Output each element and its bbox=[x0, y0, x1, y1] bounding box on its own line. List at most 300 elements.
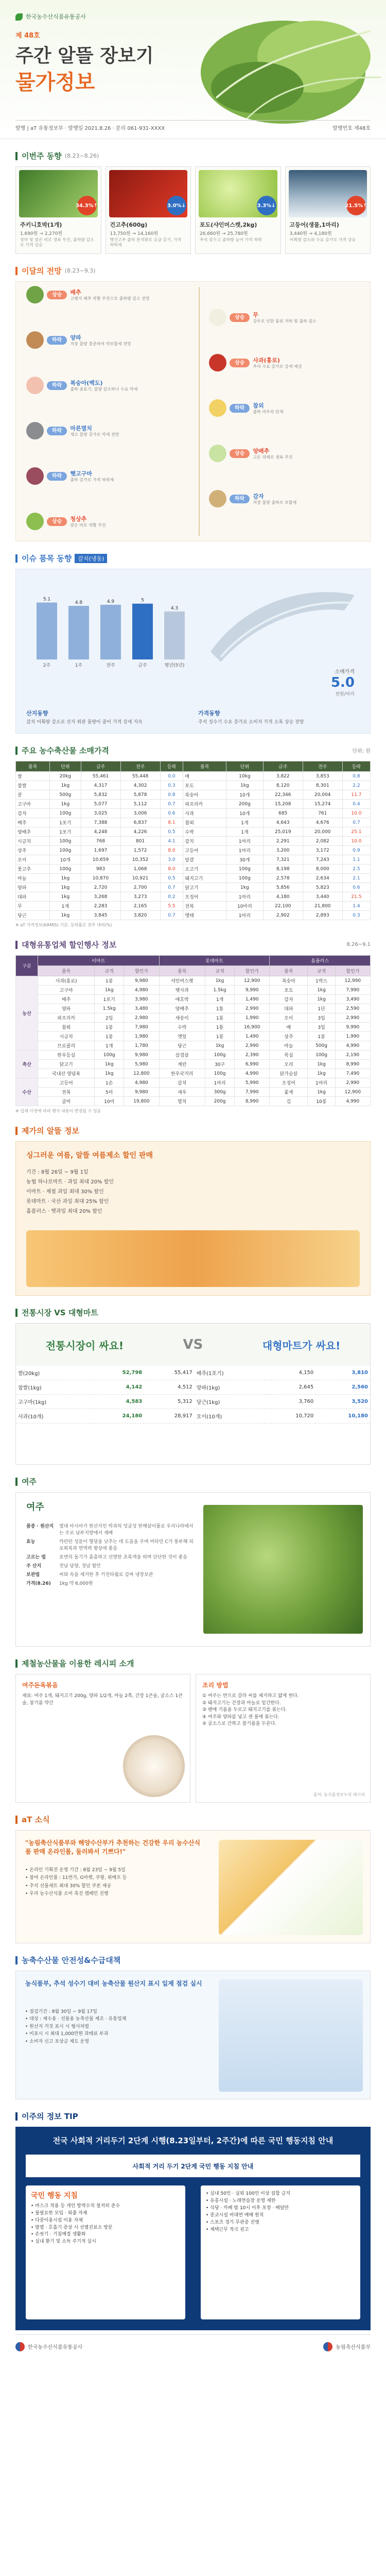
issue-bar bbox=[164, 612, 185, 659]
table-cell: 1kg bbox=[205, 1041, 234, 1050]
table-row bbox=[16, 855, 371, 865]
hero-vegetable-image bbox=[165, 0, 386, 137]
table-cell: 1kg bbox=[308, 1060, 335, 1069]
table-cell: 4,142 bbox=[90, 1380, 145, 1395]
column-header: 규격 bbox=[95, 966, 124, 976]
footer-right-text: 농림축산식품부 bbox=[336, 2345, 371, 2350]
item-name: 고등어(생물,1마리) bbox=[289, 222, 339, 228]
table-cell: 깻잎 bbox=[159, 1032, 205, 1041]
table-cell: 25.1 bbox=[342, 827, 370, 837]
table-cell: 참외 bbox=[183, 818, 226, 827]
table2-title: 대형유통업체 할인행사 정보 bbox=[22, 940, 117, 950]
table-cell: 양배추 bbox=[16, 827, 50, 837]
table-cell: 20,004 bbox=[303, 790, 342, 800]
table-row bbox=[16, 1050, 371, 1060]
table-cell: 22,100 bbox=[263, 902, 303, 911]
top4-card bbox=[15, 166, 101, 254]
table-cell: 1,490 bbox=[235, 1032, 270, 1041]
item-note: 출하 증가로 가격 하락세 bbox=[70, 477, 114, 482]
table1-unit: 단위: 원 bbox=[352, 749, 371, 754]
news-heading bbox=[15, 1814, 371, 1825]
flow-heading bbox=[15, 265, 371, 276]
item-price: 13,750원 → 14,160원 bbox=[110, 231, 159, 236]
recipe-ingredients-text: 재료: 여주 1개, 돼지고기 200g, 양파 1/2개, 마늘 2쪽, 간장 1큰술, 굴소스 1큰술, 참기름 약간 bbox=[22, 1693, 183, 1706]
table-cell: 0.6 bbox=[160, 809, 183, 818]
footer-left-logo bbox=[15, 2342, 82, 2351]
vs-title: 전통시장 VS 대형마트 bbox=[22, 1308, 98, 1317]
table-cell: 25,019 bbox=[263, 827, 303, 837]
forecast-item bbox=[26, 377, 138, 394]
table-cell: 꽃게 bbox=[270, 1088, 308, 1097]
table-cell: 0.8 bbox=[342, 772, 370, 781]
seasonal-item bbox=[15, 1492, 371, 1647]
steps-title: 조리 방법 bbox=[202, 1682, 229, 1689]
table-cell: 돼지고기 bbox=[183, 874, 226, 883]
detail-value: 씨와 속을 제거한 후 키친타월로 감싸 냉장보관 bbox=[59, 1572, 153, 1578]
table-cell: 오이(10개) bbox=[195, 1409, 266, 1423]
top4-period: (8.23~8.26) bbox=[64, 152, 99, 159]
issue-item-box bbox=[15, 569, 371, 734]
table-cell: 5,878 bbox=[120, 790, 160, 800]
table-cell: 0.6 bbox=[342, 883, 370, 892]
table-cell: 1,490 bbox=[235, 995, 270, 1004]
table-cell: 1봉 bbox=[95, 1023, 124, 1032]
forecast-item bbox=[26, 286, 150, 303]
table-row bbox=[16, 1366, 370, 1380]
list-item: 기간 : 8월 26일 ~ 9월 1일 bbox=[26, 1170, 89, 1175]
table-cell: 200g bbox=[226, 800, 264, 809]
item-name: 양배추 bbox=[253, 447, 270, 454]
table-cell: 0.7 bbox=[160, 911, 183, 920]
table-cell: 10,659 bbox=[81, 855, 120, 865]
table-cell: 사과(10개) bbox=[16, 1409, 90, 1423]
table-cell: 7,990 bbox=[235, 1088, 270, 1097]
item-price: 26,660원 → 25,780원 bbox=[200, 231, 248, 236]
table-cell: 10개 bbox=[50, 855, 81, 865]
footer-left-text: 한국농수산식품유통공사 bbox=[28, 2345, 83, 2350]
table-cell: 100g bbox=[308, 1050, 335, 1060]
bar-value: 5.1 bbox=[43, 597, 51, 602]
table-row bbox=[16, 1023, 371, 1032]
table-cell: 4,980 bbox=[124, 1078, 159, 1088]
issue-number: 제 48호 bbox=[15, 32, 40, 40]
table-cell: 배 bbox=[183, 772, 226, 781]
table-cell: 배 bbox=[270, 1023, 308, 1032]
issue-notes bbox=[26, 709, 360, 726]
table-cell: 21.5 bbox=[342, 892, 370, 902]
dish-image bbox=[123, 1735, 185, 1797]
table-cell: 1개 bbox=[50, 902, 81, 911]
table-cell: 4.1 bbox=[160, 837, 183, 846]
news-title: aT 소식 bbox=[22, 1815, 50, 1824]
table-cell: 계란 bbox=[159, 1060, 205, 1069]
flow-period: (8.23~9.3) bbox=[64, 267, 96, 274]
table-cell: 1kg bbox=[50, 874, 81, 883]
recipe-title: 제철농산물을 이용한 레시피 소개 bbox=[22, 1659, 134, 1668]
table-cell: 10마리 bbox=[226, 902, 264, 911]
table-cell: 5,990 bbox=[235, 1078, 270, 1088]
inspector-illustration bbox=[219, 1979, 363, 2092]
top4-card bbox=[106, 166, 191, 254]
top4-card bbox=[285, 166, 371, 254]
table-cell: 1,697 bbox=[81, 846, 120, 855]
covid-guideline-box bbox=[15, 2127, 371, 2330]
table-cell: 1봉 bbox=[205, 1032, 234, 1041]
table-cell: 복숭아 bbox=[270, 976, 308, 986]
table-cell: 브로콜리 bbox=[38, 1041, 95, 1050]
column-header: 등락 bbox=[342, 761, 370, 772]
market-compare bbox=[15, 1323, 371, 1465]
table-cell: 10,870 bbox=[81, 874, 120, 883]
table-cell: 한우국거리 bbox=[159, 1069, 205, 1078]
note-body: 추석 성수기 수요 증가로 소비자 가격 소폭 상승 전망 bbox=[198, 720, 304, 725]
table-cell: 2,645 bbox=[266, 1380, 316, 1395]
table-cell: 4,150 bbox=[266, 1366, 316, 1380]
table-cell: 콩 bbox=[16, 790, 50, 800]
top4-cards bbox=[15, 166, 371, 254]
produce-icon bbox=[209, 445, 226, 462]
safety-heading bbox=[15, 1955, 371, 1965]
table-cell: 0.2 bbox=[160, 892, 183, 902]
table-cell: 배추(1포기) bbox=[195, 1366, 266, 1380]
news-box bbox=[15, 1830, 371, 1943]
forecast-item bbox=[209, 309, 317, 326]
meta-right: 발행번호 제48호 bbox=[332, 126, 371, 131]
season-details bbox=[26, 1521, 196, 1587]
table-cell: 1봉 bbox=[205, 1013, 234, 1023]
table-cell: 10,352 bbox=[120, 855, 160, 865]
covid-left-list bbox=[31, 2203, 180, 2246]
table-cell: 4,990 bbox=[335, 1097, 370, 1106]
covid-headline bbox=[26, 2155, 360, 2177]
table-cell: 5,823 bbox=[303, 883, 342, 892]
table-cell: 대파 bbox=[16, 892, 50, 902]
change-badge: 21.5%↑ bbox=[346, 196, 366, 215]
item-name: 포도(샤인머스켓,2kg) bbox=[200, 222, 257, 228]
issue-heading bbox=[15, 553, 371, 564]
note-title: 산지동향 bbox=[26, 710, 48, 717]
table-cell: 8.1 bbox=[160, 818, 183, 827]
item-name: 햇고구마 bbox=[70, 470, 92, 477]
table-cell: 10.0 bbox=[342, 837, 370, 846]
issue-item-badge: 갈치(냉동) bbox=[75, 554, 107, 563]
table-cell: 100g bbox=[205, 1050, 234, 1060]
column-header: 품목 bbox=[16, 761, 50, 772]
table-cell: 갈치 bbox=[183, 837, 226, 846]
table-cell: 무 bbox=[16, 902, 50, 911]
safety-box bbox=[15, 1971, 371, 2099]
table-cell: 1포기 bbox=[95, 995, 124, 1004]
table-cell: 오징어 bbox=[183, 892, 226, 902]
table-cell: 10개 bbox=[226, 809, 264, 818]
table-cell: 1kg bbox=[226, 883, 264, 892]
bar-label: 평년(5년) bbox=[164, 663, 185, 668]
table-cell: 0.7 bbox=[160, 883, 183, 892]
table-row bbox=[16, 1088, 371, 1097]
forecast-item bbox=[209, 445, 293, 462]
table-cell: 5,112 bbox=[120, 800, 160, 809]
table-cell: 9,980 bbox=[124, 1050, 159, 1060]
table-cell: 19,800 bbox=[124, 1097, 159, 1106]
table-cell: 소고기 bbox=[183, 865, 226, 874]
list-item: • 재택근무 적극 권고 bbox=[206, 2227, 249, 2232]
table-row bbox=[16, 809, 371, 818]
note-body: 갈치 어획량 감소로 산지 위판 물량이 줄어 가격 강세 지속 bbox=[26, 720, 143, 725]
bar-label: 1주 bbox=[75, 663, 83, 668]
table-cell: 파프리카 bbox=[183, 800, 226, 809]
table-cell: 시금치 bbox=[38, 1032, 95, 1041]
trend-tag: 하락 bbox=[47, 427, 67, 435]
season-heading bbox=[15, 1476, 371, 1487]
table-cell: 10,921 bbox=[120, 874, 160, 883]
list-item: • 소비자 신고 포상금 제도 운영 bbox=[25, 2039, 89, 2044]
list-item: • 마스크 착용 등 개인 방역수칙 철저히 준수 bbox=[31, 2203, 120, 2209]
table-cell: 7,388 bbox=[81, 818, 120, 827]
table-cell: 양파 bbox=[16, 883, 50, 892]
table-cell: 시금치 bbox=[16, 837, 50, 846]
title-line2: 물가정보 bbox=[15, 71, 95, 94]
table-cell: 4,226 bbox=[120, 827, 160, 837]
table-cell: 2,634 bbox=[303, 874, 342, 883]
table-cell: 2,902 bbox=[263, 911, 303, 920]
table-cell: 1단 bbox=[308, 1004, 335, 1013]
hero-header bbox=[0, 0, 386, 139]
table-cell: 5미 bbox=[95, 1088, 124, 1097]
footer-right-logo bbox=[323, 2342, 371, 2351]
table-cell: 30구 bbox=[205, 1060, 234, 1069]
news-items bbox=[25, 1867, 127, 1898]
produce-icon bbox=[26, 331, 44, 349]
produce-icon bbox=[209, 399, 226, 417]
bar-value: 5 bbox=[141, 598, 144, 603]
detail-key: 고르는 법 bbox=[26, 1555, 46, 1561]
table-cell: 1kg bbox=[308, 995, 335, 1004]
title-line1: 주간 알뜰 장보기 bbox=[15, 45, 154, 66]
table-cell: 1통 bbox=[205, 1023, 234, 1032]
forecast-item bbox=[26, 331, 131, 349]
recipe-source: 출처: 농식품정보누리 레시피 bbox=[313, 1792, 365, 1797]
table-cell: 고구마 bbox=[38, 986, 95, 995]
table-cell: 샤인머스켓 bbox=[159, 976, 205, 986]
table-cell: 포도 bbox=[270, 986, 308, 995]
channel-header: 롯데마트 bbox=[159, 956, 270, 966]
trend-tag: 상승 bbox=[230, 449, 250, 458]
list-item: • 점검기간 : 8월 30일 ~ 9월 17일 bbox=[25, 2009, 97, 2014]
channel-header: 이마트 bbox=[38, 956, 159, 966]
table-cell: 0.3 bbox=[342, 911, 370, 920]
table-cell: 10봉 bbox=[308, 1097, 335, 1106]
table-cell: 5,980 bbox=[124, 1060, 159, 1069]
item-price: 3,440원 → 4,180원 bbox=[289, 231, 332, 236]
safety-title: 농축수산물 안전성&수급대책 bbox=[22, 1956, 121, 1965]
table-cell: 당근 bbox=[159, 1041, 205, 1050]
table-cell: 801 bbox=[120, 837, 160, 846]
detail-value: 표면의 돌기가 촘촘하고 선명한 초록색을 띠며 단단한 것이 좋음 bbox=[59, 1555, 187, 1561]
list-item: 이마트 · 제철 과일 최대 30% 할인 bbox=[26, 1189, 104, 1195]
org-emblem-icon bbox=[15, 2342, 25, 2351]
table-cell: 멸치 bbox=[159, 1097, 205, 1106]
table-cell: 4,980 bbox=[124, 986, 159, 995]
item-note: 저장 물량 충분하여 약보합세 전망 bbox=[70, 341, 131, 346]
table-cell: 10,720 bbox=[266, 1409, 316, 1423]
table-cell: 100g bbox=[205, 1069, 234, 1078]
retail-price-table bbox=[15, 761, 371, 920]
table-cell: 오리 bbox=[270, 1060, 308, 1069]
table-cell: 2.2 bbox=[342, 781, 370, 790]
detail-key: 보관법 bbox=[26, 1572, 40, 1578]
table-row bbox=[16, 1409, 370, 1423]
item-note: 추석 수요 증가로 강세 예상 bbox=[253, 364, 302, 369]
table-cell: 1kg bbox=[95, 1069, 124, 1078]
detail-key: 가격(8.26) bbox=[26, 1581, 51, 1587]
table-row bbox=[16, 1069, 371, 1078]
table-cell: 22,346 bbox=[263, 790, 303, 800]
org-name: 한국농수산식품유통공사 bbox=[26, 13, 86, 20]
table-row bbox=[16, 1380, 370, 1395]
table-cell: 1봉 bbox=[95, 1032, 124, 1041]
table-row bbox=[16, 1032, 371, 1041]
table-cell: 2,990 bbox=[235, 1041, 270, 1050]
table-cell: 풋고추 bbox=[16, 865, 50, 874]
safety-items bbox=[25, 2008, 126, 2045]
bar-value: 4.9 bbox=[107, 599, 115, 604]
detail-key: 효능 bbox=[26, 1539, 36, 1545]
vs-heading bbox=[15, 1307, 371, 1318]
table-row bbox=[16, 986, 371, 995]
table-cell: 닭고기 bbox=[183, 883, 226, 892]
list-item: • 대상 : 제수용 · 선물용 농축산물 제조 · 유통업체 bbox=[25, 2016, 127, 2022]
issue-title: 이슈 품목 동향 bbox=[22, 554, 72, 563]
item-text bbox=[70, 288, 149, 301]
group-cell: 수산 bbox=[16, 1078, 38, 1106]
table-cell: 명태 bbox=[183, 911, 226, 920]
table-cell: 2입 bbox=[95, 1013, 124, 1023]
table-cell: 1,572 bbox=[120, 846, 160, 855]
table-cell: 300g bbox=[205, 1088, 234, 1097]
table-cell: 4,583 bbox=[90, 1395, 145, 1409]
table-cell: 1포기 bbox=[50, 827, 81, 837]
table-cell: 2,165 bbox=[120, 902, 160, 911]
note-title: 가격동향 bbox=[198, 710, 220, 717]
table-cell: 굴비 bbox=[38, 1097, 95, 1106]
trend-tag: 상승 bbox=[230, 313, 250, 322]
table-row bbox=[16, 837, 371, 846]
table-cell: 복숭아 bbox=[183, 790, 226, 800]
covid-right-list bbox=[206, 2191, 355, 2234]
table-cell: 15,208 bbox=[263, 800, 303, 809]
table-cell: 닭가슴살 bbox=[270, 1069, 308, 1078]
table-cell: 3.0 bbox=[160, 855, 183, 865]
bar-label: 전주 bbox=[106, 663, 115, 668]
event-heading bbox=[15, 1125, 371, 1136]
table-cell: 포도 bbox=[183, 781, 226, 790]
event-box bbox=[15, 1141, 371, 1296]
item-text bbox=[253, 401, 283, 415]
list-item: • 우리 농수산식품 소비 촉진 캠페인 진행 bbox=[25, 1891, 109, 1896]
list-item: ② 돼지고기는 간장과 마늘로 밑간한다. bbox=[202, 1700, 281, 1706]
table-cell: 당근(1kg) bbox=[195, 1395, 266, 1409]
column-header: 등락 bbox=[160, 761, 183, 772]
list-item: ① 여주는 반으로 갈라 씨를 제거하고 얇게 썬다. bbox=[202, 1693, 299, 1699]
table-cell: 4,643 bbox=[263, 818, 303, 827]
table-cell: 3,268 bbox=[81, 892, 120, 902]
table-row bbox=[16, 790, 371, 800]
table-cell: 1.1 bbox=[342, 855, 370, 865]
table-cell: 2,283 bbox=[81, 902, 120, 911]
table-cell: 200g bbox=[205, 1097, 234, 1106]
table2-note: ※ 업체 사정에 따라 행사 내용이 변경될 수 있음 bbox=[15, 1109, 101, 1113]
table-cell: 100g bbox=[95, 1050, 124, 1060]
table2-heading bbox=[15, 939, 371, 950]
season-item-name: 여주 bbox=[26, 1502, 44, 1513]
table-cell: 6,990 bbox=[235, 1060, 270, 1069]
table-cell: 1kg bbox=[308, 1088, 335, 1097]
table-cell: 2,990 bbox=[235, 1004, 270, 1013]
list-item: • 식당 · 카페 밤 10시 이후 포장 · 배달만 bbox=[206, 2205, 289, 2211]
column-header: 규격 bbox=[308, 966, 335, 976]
item-desc: 햇건고추 출하 본격화로 공급 증가, 가격 하락세 bbox=[110, 238, 182, 248]
table-row bbox=[16, 911, 371, 920]
item-note: 저장 물량 출하로 보합세 bbox=[253, 500, 297, 505]
table-cell: 5,077 bbox=[81, 800, 120, 809]
table-cell: 상추 bbox=[16, 846, 50, 855]
item-note: 출하 종료기, 물량 감소하나 수요 약세 bbox=[70, 386, 138, 392]
table-cell: 1마리 bbox=[205, 1078, 234, 1088]
meta-bar bbox=[15, 120, 371, 131]
table-cell: 100g bbox=[50, 865, 81, 874]
table-cell: 국내산 양념육 bbox=[38, 1069, 95, 1078]
item-name: 주키니호박(1개) bbox=[20, 222, 62, 228]
table-cell: 100g bbox=[50, 837, 81, 846]
table-cell: 12,990 bbox=[335, 976, 370, 986]
table-cell: 양파 bbox=[38, 1004, 95, 1013]
table-cell: 10.0 bbox=[342, 809, 370, 818]
ministry-emblem-icon bbox=[323, 2342, 332, 2351]
table-cell: 20,000 bbox=[303, 827, 342, 837]
table-cell: 21,800 bbox=[303, 902, 342, 911]
table-cell: 24,180 bbox=[90, 1409, 145, 1423]
table-cell: 1마리 bbox=[226, 837, 264, 846]
table-cell: 새송이 bbox=[159, 1013, 205, 1023]
current-unit: 천원/마리 bbox=[335, 692, 355, 697]
sub-header-row bbox=[16, 966, 371, 976]
table1-title: 주요 농수축산물 소매가격 bbox=[22, 746, 109, 755]
trend-tag: 상승 bbox=[47, 291, 67, 299]
table-cell: 3,810 bbox=[315, 1366, 370, 1380]
table-cell: 갈치 bbox=[159, 1078, 205, 1088]
table-cell: 참외 bbox=[38, 1023, 95, 1032]
table-row bbox=[16, 1041, 371, 1050]
table-cell: 1.4 bbox=[342, 902, 370, 911]
current-value: 5.0 bbox=[330, 675, 355, 690]
table-cell: 9,990 bbox=[235, 986, 270, 995]
table-cell: 4,302 bbox=[120, 781, 160, 790]
table-cell: 500g bbox=[308, 1041, 335, 1050]
item-name: 복숭아(백도) bbox=[70, 379, 103, 386]
table-cell: 0.7 bbox=[160, 800, 183, 809]
forecast-item bbox=[209, 399, 284, 417]
table-cell: 새우 bbox=[159, 1088, 205, 1097]
table-cell: 2,990 bbox=[335, 1078, 370, 1088]
issue-bar bbox=[132, 604, 153, 659]
table-cell: 1,990 bbox=[335, 1032, 370, 1041]
table-cell: 마늘 bbox=[16, 874, 50, 883]
table-cell: 1.5kg bbox=[205, 986, 234, 995]
trend-tag: 하락 bbox=[47, 336, 67, 345]
table-cell: 3,200 bbox=[263, 846, 303, 855]
table-cell: 감자 bbox=[270, 995, 308, 1004]
list-item: • 종교시설 비대면 예배 원칙 bbox=[206, 2212, 264, 2218]
